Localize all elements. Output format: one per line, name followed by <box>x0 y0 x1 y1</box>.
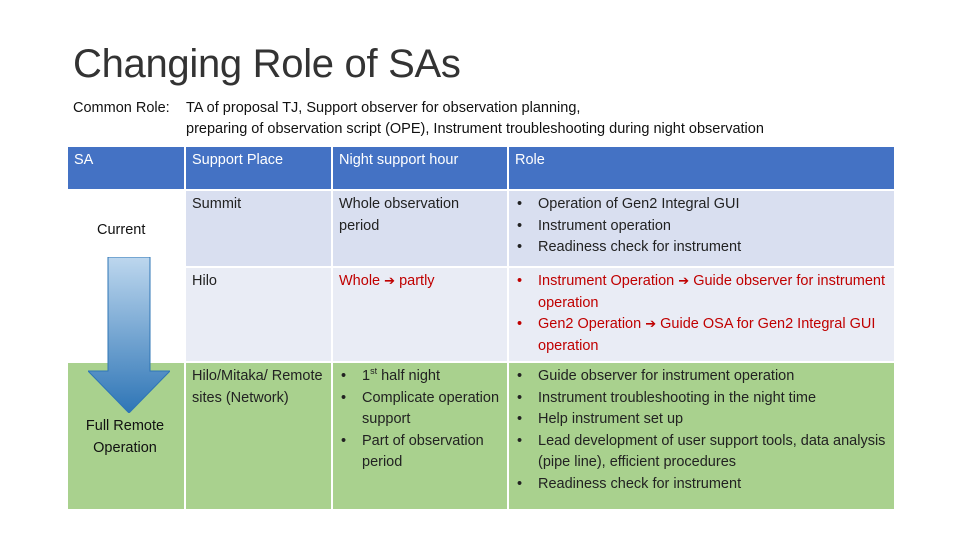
role-item: • Help instrument set up <box>515 409 888 431</box>
role-list <box>515 194 888 259</box>
arrow-right-icon: ➔ <box>678 274 690 289</box>
role-item: • Lead development of user support tools, data analysis (pipe line), efficient procedures <box>515 431 888 474</box>
common-role-line-2: preparing of observation script (OPE), Instrument troubleshooting during night observation <box>186 121 764 137</box>
hours-cell <box>332 362 508 510</box>
hours-from: Whole <box>339 273 381 289</box>
place-cell: Summit <box>185 190 332 267</box>
hours-cell: Whole observation period <box>332 190 508 267</box>
arrow-right-icon: ➔ <box>384 274 396 289</box>
common-role-line-1: TA of proposal TJ, Support observer for observation planning, <box>186 100 581 116</box>
role-item: • Guide observer for instrument operation <box>515 366 888 388</box>
role-cell <box>508 267 895 362</box>
role-item: • Readiness check for instrument <box>515 474 888 496</box>
role-to: Guide OSA for Gen2 Integral GUI operation <box>538 316 876 354</box>
common-role-block <box>73 98 764 140</box>
role-item: • Instrument troubleshooting in the night time <box>515 388 888 410</box>
role-cell <box>508 362 895 510</box>
role-cell <box>508 190 895 267</box>
hours-item: • Part of observation period <box>339 431 501 474</box>
role-list <box>515 271 888 357</box>
hours-item-text: half night <box>377 368 440 384</box>
table-header-row <box>67 146 895 190</box>
hours-item <box>339 366 501 388</box>
table-row-remote <box>67 362 895 510</box>
role-to: Guide observer for instrument operation <box>538 273 885 311</box>
current-label: Current <box>97 222 146 238</box>
role-item: • Operation of Gen2 Integral GUI <box>515 194 888 216</box>
table-row-hilo <box>67 267 895 362</box>
header-night-support-hour: Night support hour <box>332 146 508 190</box>
role-item <box>515 271 888 314</box>
arrow-right-icon: ➔ <box>645 317 657 332</box>
hours-cell <box>332 267 508 362</box>
hours-item: • Complicate operation support <box>339 388 501 431</box>
common-role-label: Common Role: <box>73 100 170 116</box>
role-list <box>515 366 888 495</box>
header-role: Role <box>508 146 895 190</box>
role-item: • Instrument operation <box>515 216 888 238</box>
hours-to: partly <box>399 273 435 289</box>
table-row-summit <box>67 190 895 267</box>
full-remote-label: Full Remote Operation <box>85 418 165 456</box>
place-cell: Hilo/Mitaka/ Remote sites (Network) <box>185 362 332 510</box>
header-sa: SA <box>67 146 185 190</box>
role-from: Gen2 Operation <box>538 316 642 332</box>
place-cell: Hilo <box>185 267 332 362</box>
down-arrow-icon <box>88 257 170 413</box>
page-title: Changing Role of SAs <box>73 42 461 86</box>
hours-list <box>339 366 501 474</box>
role-from: Instrument Operation <box>538 273 675 289</box>
role-item <box>515 314 888 357</box>
ordinal-number: 1 <box>362 368 371 384</box>
header-support-place: Support Place <box>185 146 332 190</box>
ordinal-suffix: st <box>370 366 378 377</box>
sa-role-table <box>66 145 896 511</box>
role-item: • Readiness check for instrument <box>515 237 888 259</box>
